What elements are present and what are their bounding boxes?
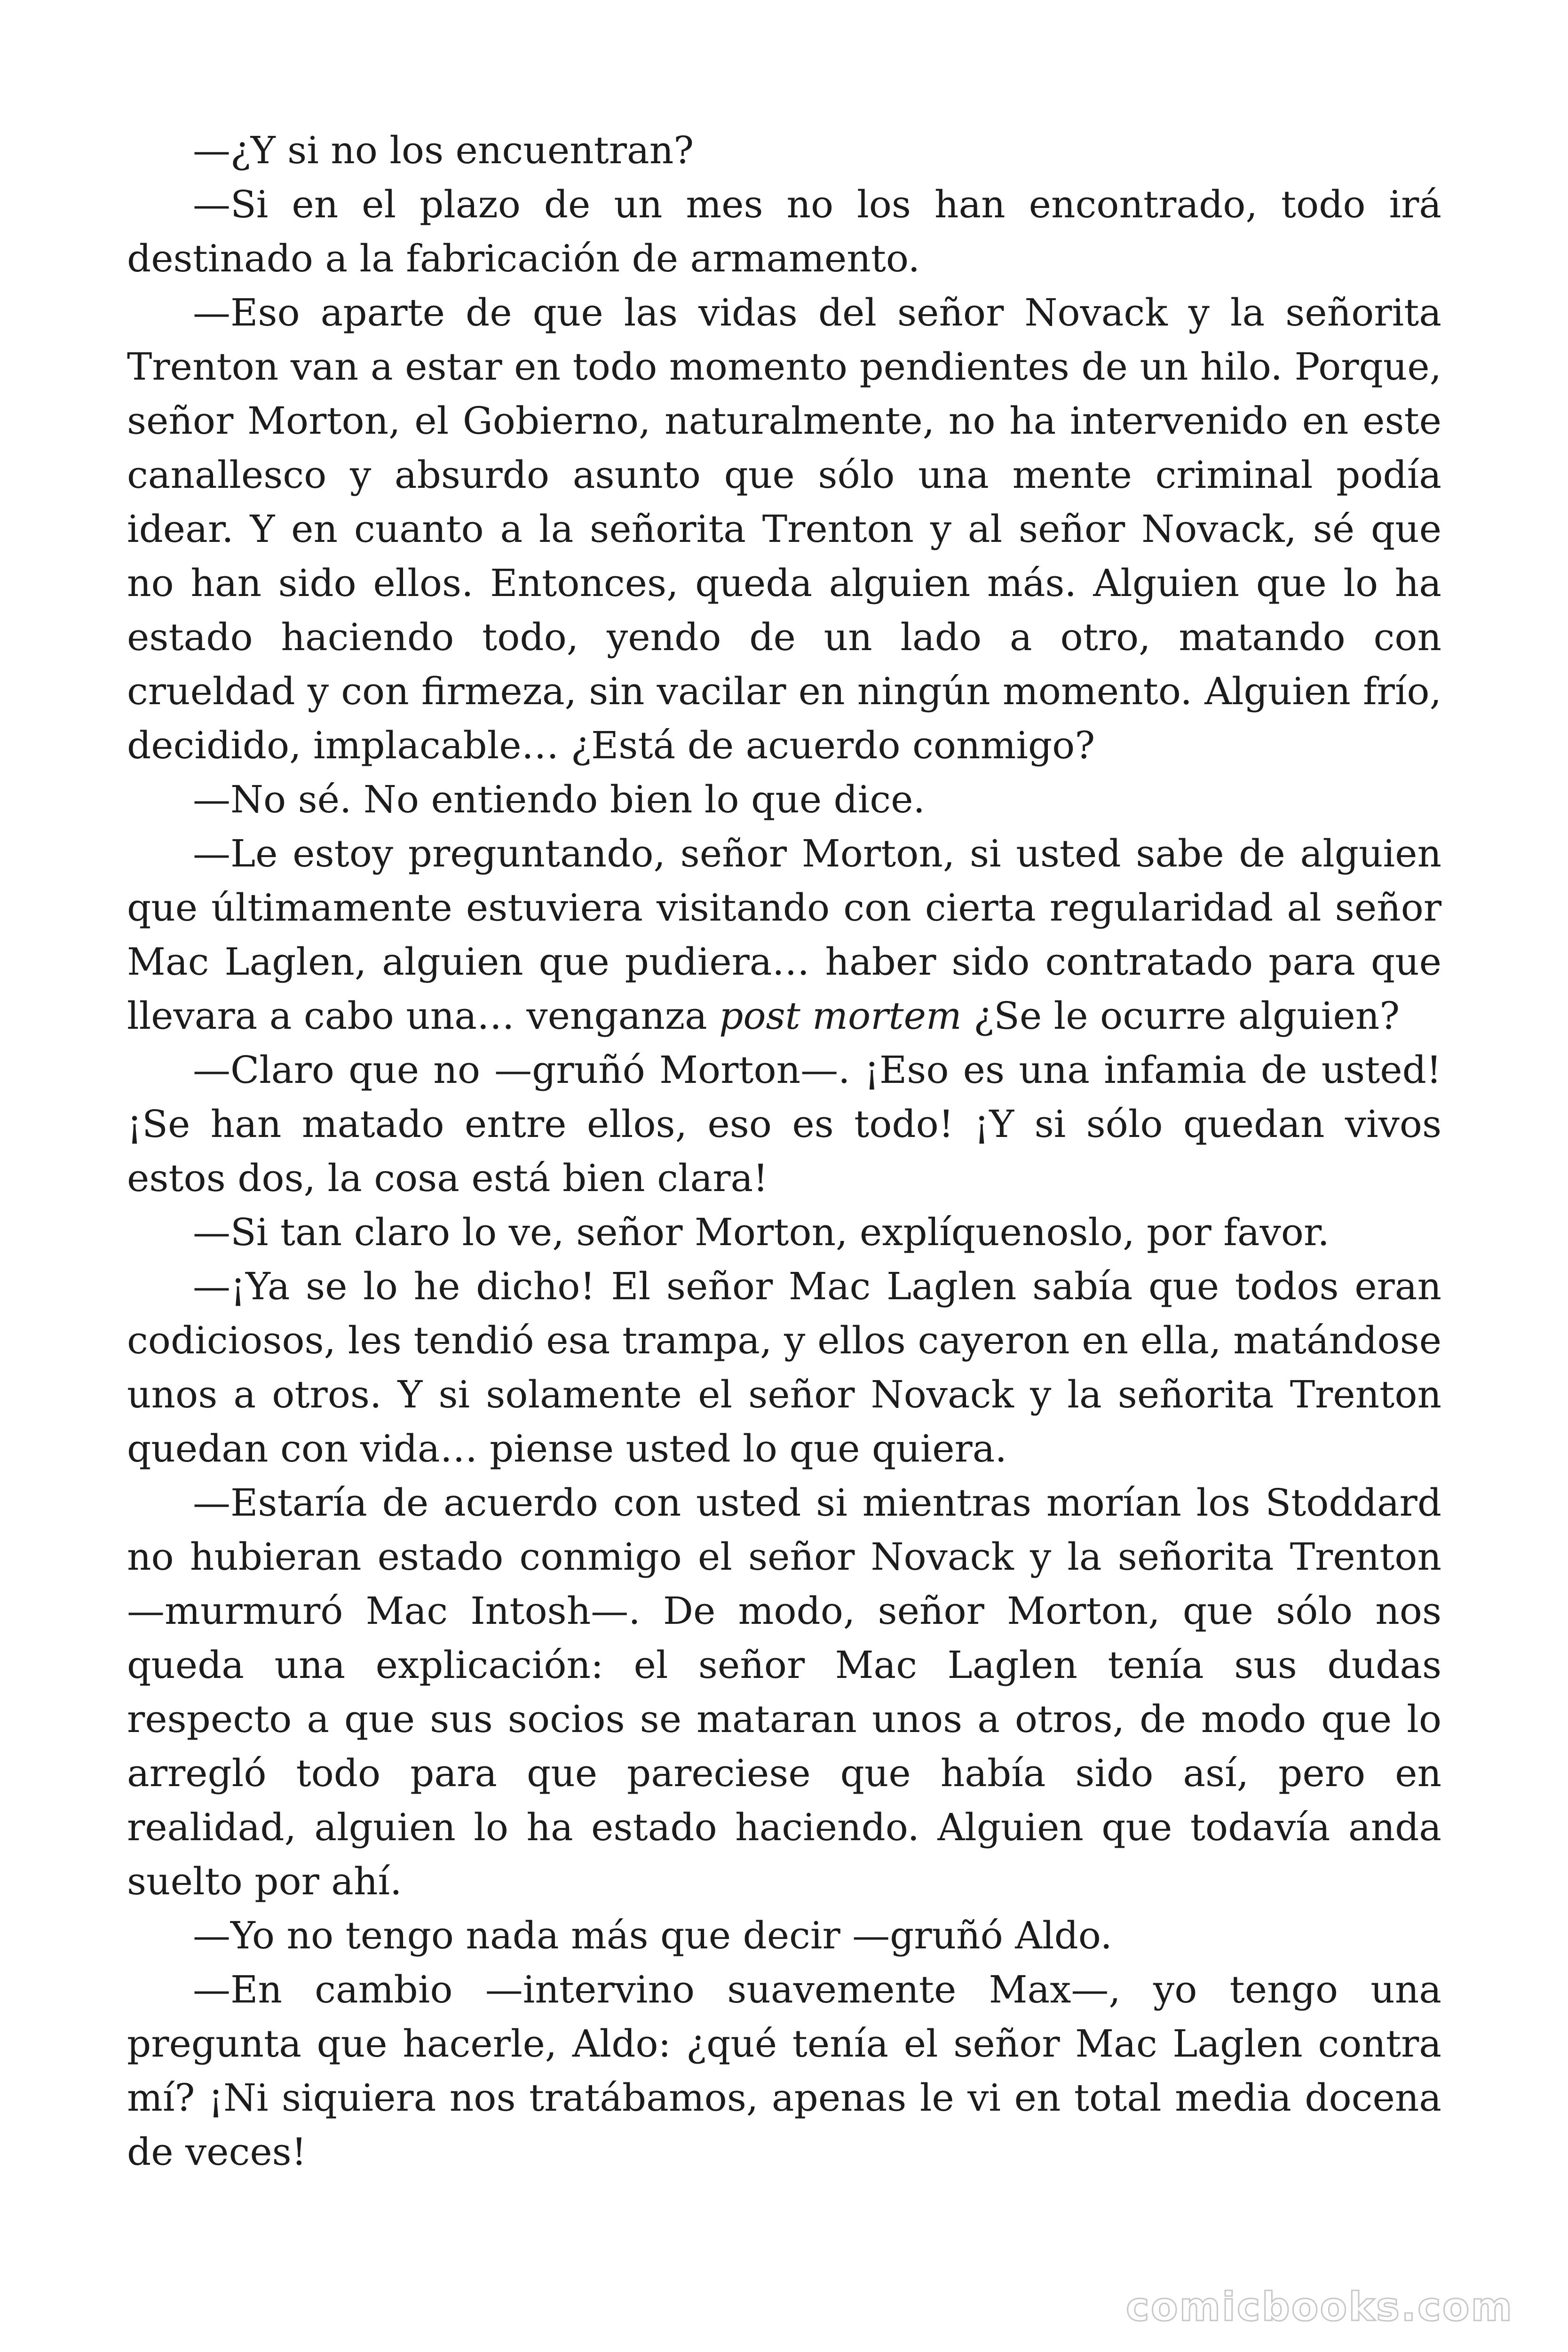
paragraph: —En cambio —intervino suavemente Max—, yo tengo una pregunta que hacerle, Aldo: ¿qué tenía el señor Mac Laglen contra mí? ¡Ni siquiera nos tratábamos, apenas le vi en total media docena de veces! — [127, 1968, 1441, 2174]
paragraph: —¡Ya se lo he dicho! El señor Mac Laglen sabía que todos eran codiciosos, les tendió esa trampa, y ellos cayeron en ella, matándose unos a otros. Y si solamente el señor Novack y la señorita Trenton quedan con vida… piense usted lo que quiera. — [127, 1264, 1441, 1470]
paragraph: —Eso aparte de que las vidas del señor Novack y la señorita Trenton van a estar en todo momento pendientes de un hilo. Porque, señor Morton, el Gobierno, naturalmente, no ha intervenido en este canallesco y absurdo asunto que sólo una mente criminal podía idear. Y en cuanto a la señorita Trenton y al señor Novack, sé que no han sido ellos. Entonces, queda alguien más. Alguien que lo ha estado haciendo todo, yendo de un lado a otro, matando con crueldad y con firmeza, sin vacilar en ningún momento. Alguien frío, decidido, implacable… ¿Está de acuerdo conmigo? — [127, 291, 1441, 767]
page-body — [127, 123, 1441, 2179]
paragraph-text: ¿Se le ocurre alguien? — [961, 994, 1400, 1038]
paragraph: —Si tan claro lo ve, señor Morton, explíquenoslo, por favor. — [193, 1210, 1330, 1254]
paragraph-text: —Le estoy preguntando, señor Morton, si usted sabe de alguien que últimamente estuviera visitando con cierta regularidad al señor Mac Laglen, alguien que pudiera… haber sido contratado para que llevara a cabo una… venganza — [127, 832, 1441, 1038]
paragraph — [127, 826, 1441, 1043]
paragraph: —Estaría de acuerdo con usted si mientras morían los Stoddard no hubieran estado conmigo el señor Novack y la señorita Trenton —murmuró Mac Intosh—. De modo, señor Morton, que sólo nos queda una explicación: el señor Mac Laglen tenía sus dudas respecto a que sus socios se mataran unos a otros, de modo que lo arregló todo para que pareciese que había sido así, pero en realidad, alguien lo ha estado haciendo. Alguien que todavía anda suelto por ahí. — [127, 1481, 1441, 1903]
paragraph: —No sé. No entiendo bien lo que dice. — [193, 778, 925, 821]
italic-phrase: post mortem — [719, 994, 962, 1038]
paragraph: —¿Y si no los encuentran? — [193, 128, 694, 172]
paragraph: —Claro que no —gruñó Morton—. ¡Eso es una infamia de usted! ¡Se han matado entre ellos, eso es todo! ¡Y si sólo quedan vivos estos dos, la cosa está bien clara! — [127, 1048, 1441, 1200]
paragraph: —Si en el plazo de un mes no los han encontrado, todo irá destinado a la fabricación de armamento. — [127, 183, 1441, 280]
paragraph: —Yo no tengo nada más que decir —gruñó Aldo. — [193, 1914, 1112, 1957]
watermark: comicbooks.com — [1126, 2284, 1513, 2330]
